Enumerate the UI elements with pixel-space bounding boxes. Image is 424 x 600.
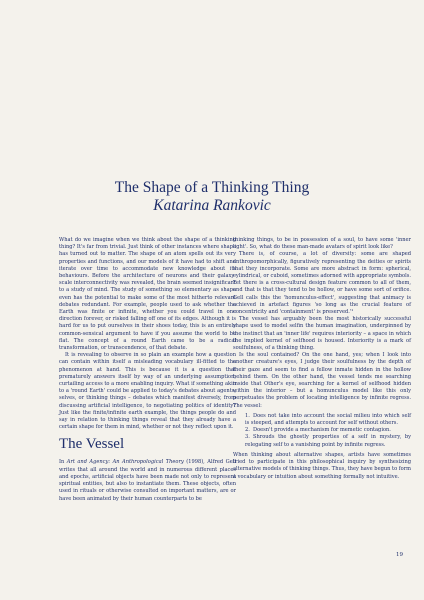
list-item — [243, 413, 411, 427]
page-number: 19 — [396, 552, 403, 558]
list-text: Does not take into account the social milieu into which self is steeped, and attempts to account for self without others. — [245, 412, 411, 427]
paragraph: There is, of course, a lot of diversity: some are shaped anthropomorphically, figuratively representing the deities or spirits that they incorporate. Some are more abstract in form: spherical, cylindrical, or cuboid, sometimes adorned with appropriate symbols. Yet there is a cross-cultural design feature common to all of them, and that is that they tend to be hollow, or have some sort of orifice. Gell calls this the 'homunculus-effect', suggesting that animacy is achieved in artefact figures 'so long as the crucial feature of concentricity and 'containment' is preserved.'¹ — [233, 251, 411, 316]
list-item — [243, 427, 411, 434]
paragraph: It is revealing to observe in so plain an example how a question can contain within itself a misleading vocabulary ill-fitted to the phenomenon at hand. This is because it is a question that prematurely answers itself by way of an underlying assumption, curtailing access to a more enabling inquiry. What if something akin to a 'round Earth' could be applied to today's debates about agents, selves, or thinking things – debates which manifest diversely, from discussing artificial intelligence, to negotiating politics of identity? Just like the finite/infinite earth example, the things people do and say in relation to thinking things reveal that they already have a certain shape for them in mind, whether or not they reflect upon it. — [59, 352, 236, 431]
paragraph: The vessel has arguably been the most historically successful shape used to model selfin the human imagination, underpinned by the instinct that an 'inner life' requires interiority – a space in which the implied kernel of selfhood is housed. Interiority is a mark of soulfulness, of a thinking thing. — [233, 316, 411, 352]
right-column — [233, 237, 411, 481]
paragraph: thinking things, to be in possession of a soul, to have some 'inner light'. So, what do these man-made avatars of spirit look like? — [233, 237, 411, 251]
list-text: Doesn't provide a mechanism for memetic contagion. — [253, 427, 391, 434]
book-title: Art and Agency: An Anthropological Theory — [66, 459, 184, 466]
article-title: The Shape of a Thinking Thing — [114, 179, 310, 196]
title-block — [0, 179, 424, 215]
list-number: 1. — [245, 412, 250, 419]
list-item — [243, 434, 411, 448]
paragraph: Is the soul contained? On the one hand, yes; when I look into another creature's eyes, I judge their soulfulness by the depth of their gaze and seem to find a fellow inmate hidden in the hollow behind them. On the other hand, the vessel tends me searching inside that Other's eye, searching for a kernel of selfhood hidden within the interior – but a homunculus model like this only perpetuates the problem of locating intelligence by infinite regress. The vessel: — [233, 352, 411, 409]
left-column — [59, 237, 236, 503]
numbered-list — [233, 413, 411, 449]
article-author: Katarina Rankovic — [153, 197, 271, 214]
list-number: 2. — [245, 427, 250, 434]
paragraph: What do we imagine when we think about the shape of a thinking thing? It's far from trivial. Just think of other instances where shape has turned out to matter. The shape of an atom spells out its very properties and functions, and our models of it have had to shift and iterate over time to accommodate new knowledge about its behaviours. Before the architecture of neurons and their galaxy-scale interconnectivity was revealed, the brain seemed insignificant to a study of mind. The study of something so elementary as shape even has the potential to make some of the most hitherto relevant debates redundant. For example, people used to ask whether the Earth was finite or infinite, whether you could travel in one direction forever, or risked falling off one of its edges. Although it is hard for us to put ourselves in their shoes today, this is an entirely common-sensical argument to have if you assume the world to be flat. The concept of a round Earth came to be a radical transformation, or transcendence, of that debate. — [59, 237, 236, 352]
paragraph-rest: (1998), Alfred Gell writes that all around the world and in numerous different places and epochs, artificial objects have been made not only to represent spiritual entities, but also to instantiate them. These objects, often used in rituals or otherwise consulted on important matters, are or have been animated by their human counterparts to be — [59, 459, 236, 502]
paragraph-prefix: In — [59, 459, 67, 466]
list-number: 3. — [245, 434, 250, 441]
list-text: Shrouds the ghostly properties of a self in mystery, by relegating self to a vanishing point by infinite regress. — [245, 434, 411, 448]
paragraph — [59, 459, 236, 502]
paragraph: When thinking about alternative shapes, artists have sometimes tried to participate in this philosophical inquiry by synthesizing alternative models of thinking things. Thus, they have begun to form a vocabulary or intuition about something formally not intuitive. — [233, 451, 411, 480]
section-heading: The Vessel — [59, 436, 125, 453]
